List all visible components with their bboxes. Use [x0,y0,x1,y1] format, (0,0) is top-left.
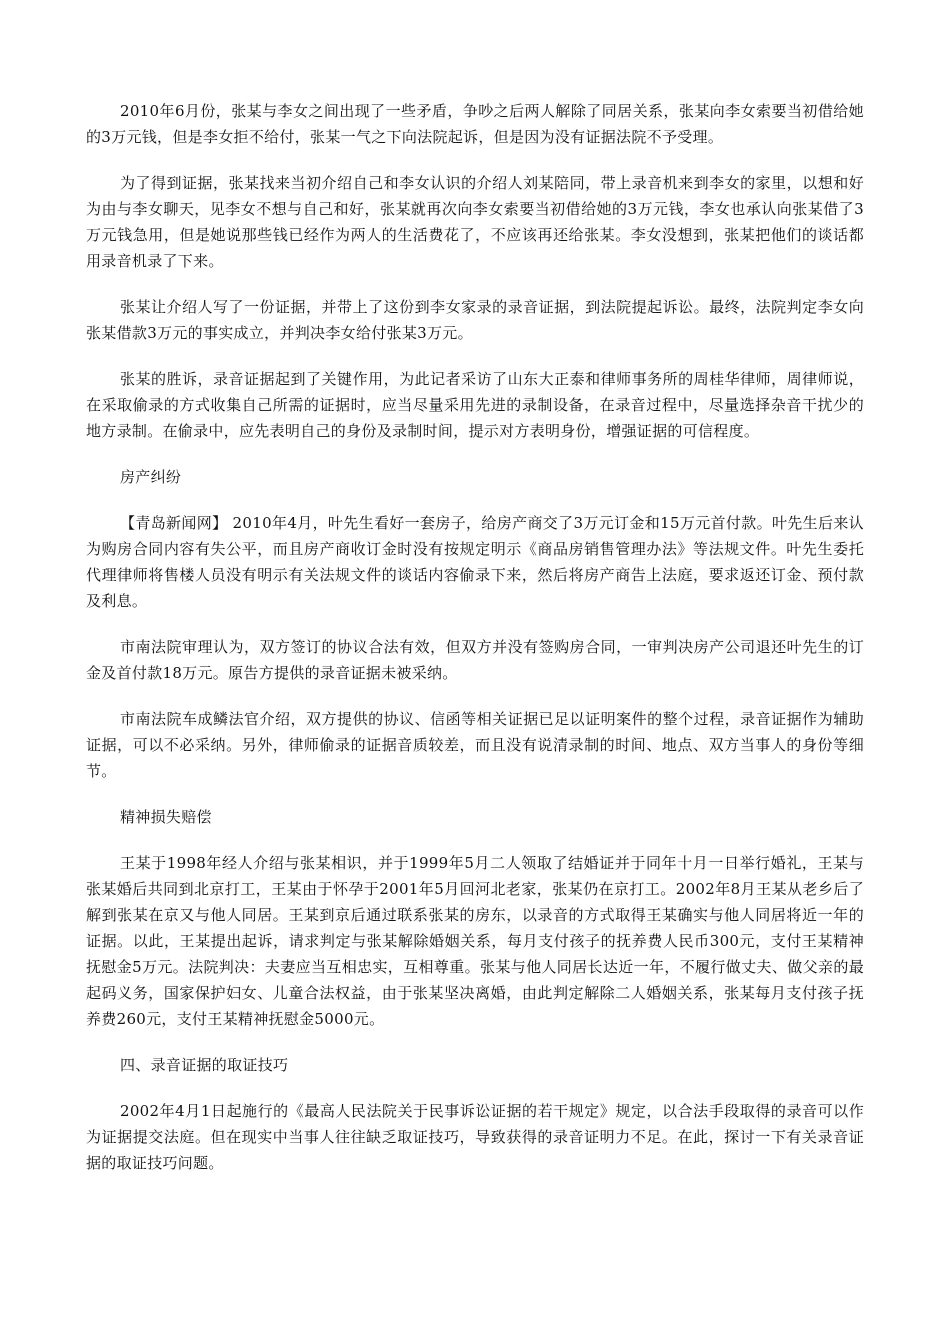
document-body [86,98,864,1196]
paragraph-3: 张某让介绍人写了一份证据，并带上了这份到李女家录的录音证据，到法院提起诉讼。最终，法院判定李女向张某借款3万元的事实成立，并判决李女给付张某3万元。 [86,298,864,342]
paragraph-7: 市南法院车成鳞法官介绍，双方提供的协议、信函等相关证据已足以证明案件的整个过程，录音证据作为辅助证据，可以不必采纳。另外，律师偷录的证据音质较差，而且没有说清录制的时间、地点、双方当事人的身份等细节。 [86,710,864,780]
section-heading-recording-techniques: 四、录音证据的取证技巧 [120,1056,289,1074]
paragraph-8: 王某于1998年经人介绍与张某相识，并于1999年5月二人领取了结婚证并于同年十月一日举行婚礼，王某与张某婚后共同到北京打工，王某由于怀孕于2001年5月回河北老家，张某仍在京打工。2002年8月王某从老乡后了解到张某在京又与他人同居。王某到京后通过联系张某的房东，以录音的方式取得王某确实与他人同居将近一年的证据。以此，王某提出起诉，请求判定与张某解除婚姻关系，每月支付孩子的抚养费人民币300元，支付王某精神抚慰金5万元。法院判决：夫妻应当互相忠实，互相尊重。张某与他人同居长达近一年，不履行做丈夫、做父亲的最起码义务，国家保护妇女、儿童合法权益，由于张某坚决离婚，由此判定解除二人婚姻关系，张某每月支付孩子抚养费260元，支付王某精神抚慰金5000元。 [86,854,864,1028]
section-heading-property-dispute: 房产纠纷 [120,468,182,486]
section-heading-mental-damages: 精神损失赔偿 [120,808,212,826]
paragraph-2: 为了得到证据，张某找来当初介绍自己和李女认识的介绍人刘某陪同，带上录音机来到李女的家里，以想和好为由与李女聊天，见李女不想与自己和好，张某就再次向李女索要当初借给她的3万元钱，李女也承认向张某借了3万元钱急用，但是她说那些钱已经作为两人的生活费花了，不应该再还给张某。李女没想到，张某把他们的谈话都用录音机录了下来。 [86,174,864,270]
paragraph-5: 【青岛新闻网】 2010年4月，叶先生看好一套房子，给房产商交了3万元订金和15万元首付款。叶先生后来认为购房合同内容有失公平，而且房产商收订金时没有按规定明示《商品房销售管理办法》等法规文件。叶先生委托代理律师将售楼人员没有明示有关法规文件的谈话内容偷录下来，然后将房产商告上法庭，要求返还订金、预付款及利息。 [86,514,864,610]
paragraph-6: 市南法院审理认为，双方签订的协议合法有效，但双方并没有签购房合同，一审判决房产公司退还叶先生的订金及首付款18万元。原告方提供的录音证据未被采纳。 [86,638,864,682]
paragraph-4: 张某的胜诉，录音证据起到了关键作用，为此记者采访了山东大正泰和律师事务所的周桂华律师，周律师说，在采取偷录的方式收集自己所需的证据时，应当尽量采用先进的录制设备，在录音过程中，尽量选择杂音干扰少的地方录制。在偷录中，应先表明自己的身份及录制时间，提示对方表明身份，增强证据的可信程度。 [86,370,864,440]
paragraph-9: 2002年4月1日起施行的《最高人民法院关于民事诉讼证据的若干规定》规定，以合法手段取得的录音可以作为证据提交法庭。但在现实中当事人往往缺乏取证技巧，导致获得的录音证明力不足。在此，探讨一下有关录音证据的取证技巧问题。 [86,1102,864,1172]
paragraph-1: 2010年6月份，张某与李女之间出现了一些矛盾，争吵之后两人解除了同居关系，张某向李女索要当初借给她的3万元钱，但是李女拒不给付，张某一气之下向法院起诉，但是因为没有证据法院不予受理。 [86,102,864,146]
